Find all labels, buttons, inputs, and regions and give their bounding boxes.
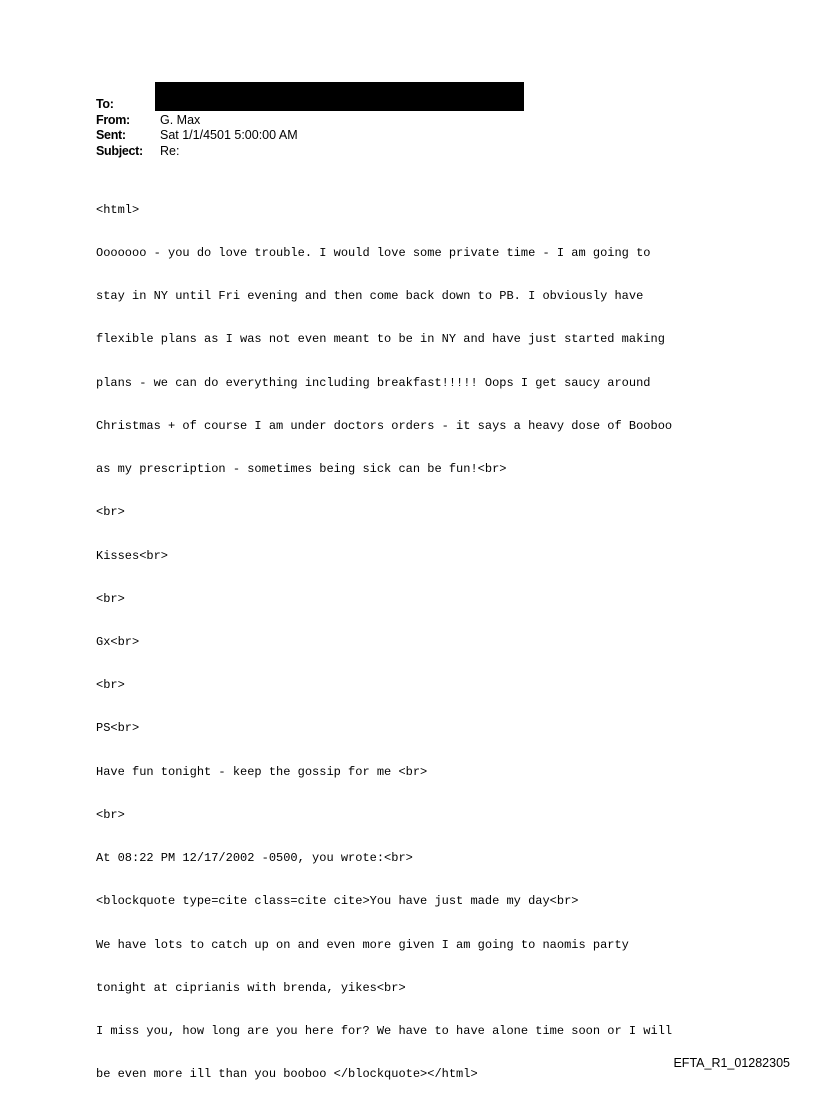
body-line: stay in NY until Fri evening and then come back down to PB. I obviously have xyxy=(96,289,644,304)
from-label: From: xyxy=(96,112,130,127)
body-line: <blockquote type=cite class=cite cite>You have just made my day<br> xyxy=(96,894,579,909)
body-line: Ooooooo - you do love trouble. I would love some private time - I am going to xyxy=(96,246,651,261)
from-row xyxy=(96,113,298,129)
email-header xyxy=(96,97,298,159)
subject-label: Subject: xyxy=(96,143,143,158)
subject-row xyxy=(96,144,298,160)
body-line: Have fun tonight - keep the gossip for me <br> xyxy=(96,764,428,779)
sent-row xyxy=(96,128,298,144)
from-value: G. Max xyxy=(160,112,201,127)
body-line: We have lots to catch up on and even more given I am going to naomis party xyxy=(96,937,629,952)
body-line: Kisses<br> xyxy=(96,548,169,563)
body-line: as my prescription - sometimes being sick can be fun!<br> xyxy=(96,462,507,477)
to-label: To: xyxy=(96,97,114,111)
body-line: Christmas + of course I am under doctors orders - it says a heavy dose of Booboo xyxy=(96,418,673,433)
body-line: <html> xyxy=(96,202,140,217)
body-line: <br> xyxy=(96,678,125,693)
body-line: <br> xyxy=(96,591,125,606)
body-line: At 08:22 PM 12/17/2002 -0500, you wrote:<br> xyxy=(96,851,413,866)
email-body xyxy=(96,174,672,1096)
body-line: Gx<br> xyxy=(96,635,140,649)
document-id: EFTA_R1_01282305 xyxy=(673,1056,790,1070)
body-line: be even more ill than you booboo </blockquote></html> xyxy=(96,1067,478,1082)
body-line: plans - we can do everything including breakfast!!!!! Oops I get saucy around xyxy=(96,375,651,390)
body-line: flexible plans as I was not even meant to be in NY and have just started making xyxy=(96,332,665,347)
body-line: <br> xyxy=(96,807,125,822)
sent-value: Sat 1/1/4501 5:00:00 AM xyxy=(160,128,298,142)
body-line: PS<br> xyxy=(96,721,140,736)
sent-label: Sent: xyxy=(96,128,126,142)
body-line: tonight at ciprianis with brenda, yikes<br> xyxy=(96,980,406,995)
subject-value: Re: xyxy=(160,143,180,158)
body-line: I miss you, how long are you here for? We have to have alone time soon or I will xyxy=(96,1023,673,1038)
to-row xyxy=(96,97,298,113)
body-line: <br> xyxy=(96,505,125,520)
